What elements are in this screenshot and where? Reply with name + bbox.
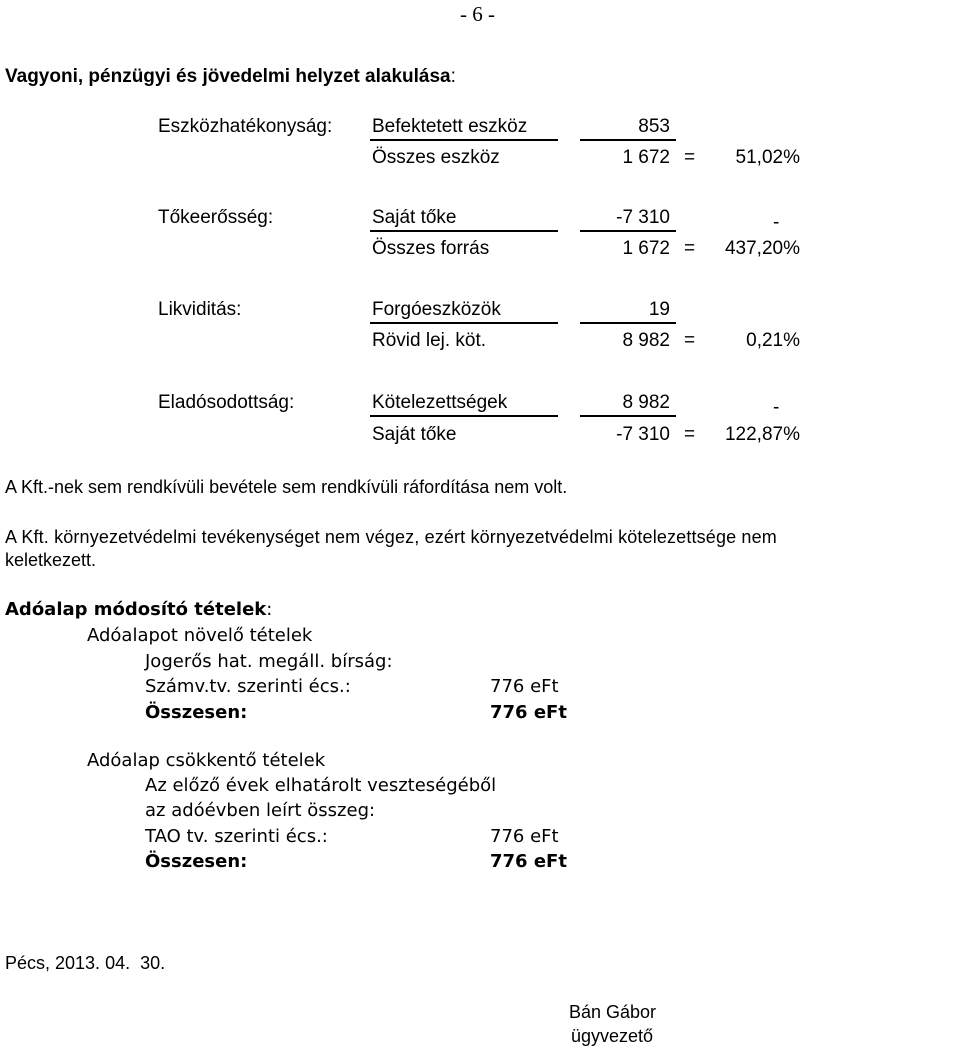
denominator-label: Összes eszköz — [372, 147, 500, 168]
tax-section-title-colon: : — [266, 599, 273, 620]
fraction-line — [580, 230, 676, 232]
fraction-line — [370, 415, 558, 417]
equals-sign: = — [684, 147, 696, 168]
tax-increase-total-label: Összesen: — [145, 702, 248, 723]
tax-increase-item-depreciation-value: 776 eFt — [490, 676, 559, 697]
tax-increase-title: Adóalapot növelő tételek — [87, 625, 313, 646]
numerator-label: Kötelezettségek — [372, 392, 508, 413]
tax-decrease-item-loss-line1: Az előző évek elhatárolt veszteségéből — [145, 775, 497, 796]
tax-increase-item-fine: Jogerős hat. megáll. bírság: — [145, 651, 393, 672]
section-heading-text: Vagyoni, pénzügyi és jövedelmi helyzet alakulása — [5, 66, 451, 87]
numerator-label: Forgóeszközök — [372, 299, 501, 320]
denominator-label: Összes forrás — [372, 238, 490, 259]
equals-sign: = — [684, 330, 696, 351]
ratio-label: Likviditás: — [158, 299, 242, 320]
ratio-result: 122,87% — [724, 424, 800, 445]
numerator-value: 19 — [648, 299, 670, 320]
signatory-title: ügyvezető — [571, 1026, 654, 1046]
ratio-label: Eszközhatékonyság: — [158, 116, 333, 137]
paragraph-environment-line1: A Kft. környezetvédelmi tevékenységet nem végez, ezért környezetvédelmi kötelezettsége nem — [5, 527, 777, 547]
ratio-label: Tőkeerősség: — [158, 207, 274, 228]
tax-increase-total-value: 776 eFt — [490, 702, 567, 723]
paragraph-extraordinary: A Kft.-nek sem rendkívüli bevétele sem rendkívüli ráfordítása nem volt. — [5, 477, 568, 497]
tax-section-title-text: Adóalap módosító tételek — [5, 599, 267, 620]
fraction-line — [580, 415, 676, 417]
numerator-value: 853 — [638, 116, 670, 137]
tax-increase-item-depreciation-label: Számv.tv. szerinti écs.: — [145, 676, 351, 697]
paragraph-environment-line2: keletkezett. — [5, 550, 97, 570]
tax-decrease-item-loss-line2: az adóévben leírt összeg: — [145, 800, 376, 821]
negative-sign: - — [773, 212, 780, 233]
ratio-label: Eladósodottság: — [158, 392, 295, 413]
equals-sign: = — [684, 238, 696, 259]
numerator-value: 8 982 — [622, 392, 670, 413]
page-number: - 6 - — [460, 2, 495, 26]
fraction-line — [580, 139, 676, 141]
numerator-label: Befektetett eszköz — [372, 116, 528, 137]
numerator-value: -7 310 — [616, 207, 670, 228]
denominator-value: 1 672 — [622, 238, 670, 259]
ratio-result: 51,02% — [735, 147, 800, 168]
fraction-line — [370, 322, 558, 324]
tax-decrease-title: Adóalap csökkentő tételek — [87, 750, 326, 771]
denominator-value: 8 982 — [622, 330, 670, 351]
place-date: Pécs, 2013. 04. 30. — [5, 953, 166, 973]
tax-decrease-total-value: 776 eFt — [490, 851, 567, 872]
tax-decrease-item-depreciation-value: 776 eFt — [490, 826, 559, 847]
ratio-result: 437,20% — [724, 238, 800, 259]
tax-decrease-total-label: Összesen: — [145, 851, 248, 872]
fraction-line — [370, 139, 558, 141]
negative-sign: - — [773, 397, 780, 418]
fraction-line — [580, 322, 676, 324]
denominator-label: Saját tőke — [372, 424, 457, 445]
tax-section-title — [5, 599, 272, 621]
section-heading — [5, 66, 456, 88]
equals-sign: = — [684, 424, 696, 445]
denominator-value: 1 672 — [622, 147, 670, 168]
denominator-value: -7 310 — [616, 424, 670, 445]
tax-decrease-item-depreciation-label: TAO tv. szerinti écs.: — [145, 826, 328, 847]
ratio-result: 0,21% — [746, 330, 800, 351]
signatory-name: Bán Gábor — [569, 1002, 657, 1022]
fraction-line — [370, 230, 558, 232]
section-heading-colon: : — [450, 66, 456, 87]
numerator-label: Saját tőke — [372, 207, 457, 228]
denominator-label: Rövid lej. köt. — [372, 330, 487, 351]
